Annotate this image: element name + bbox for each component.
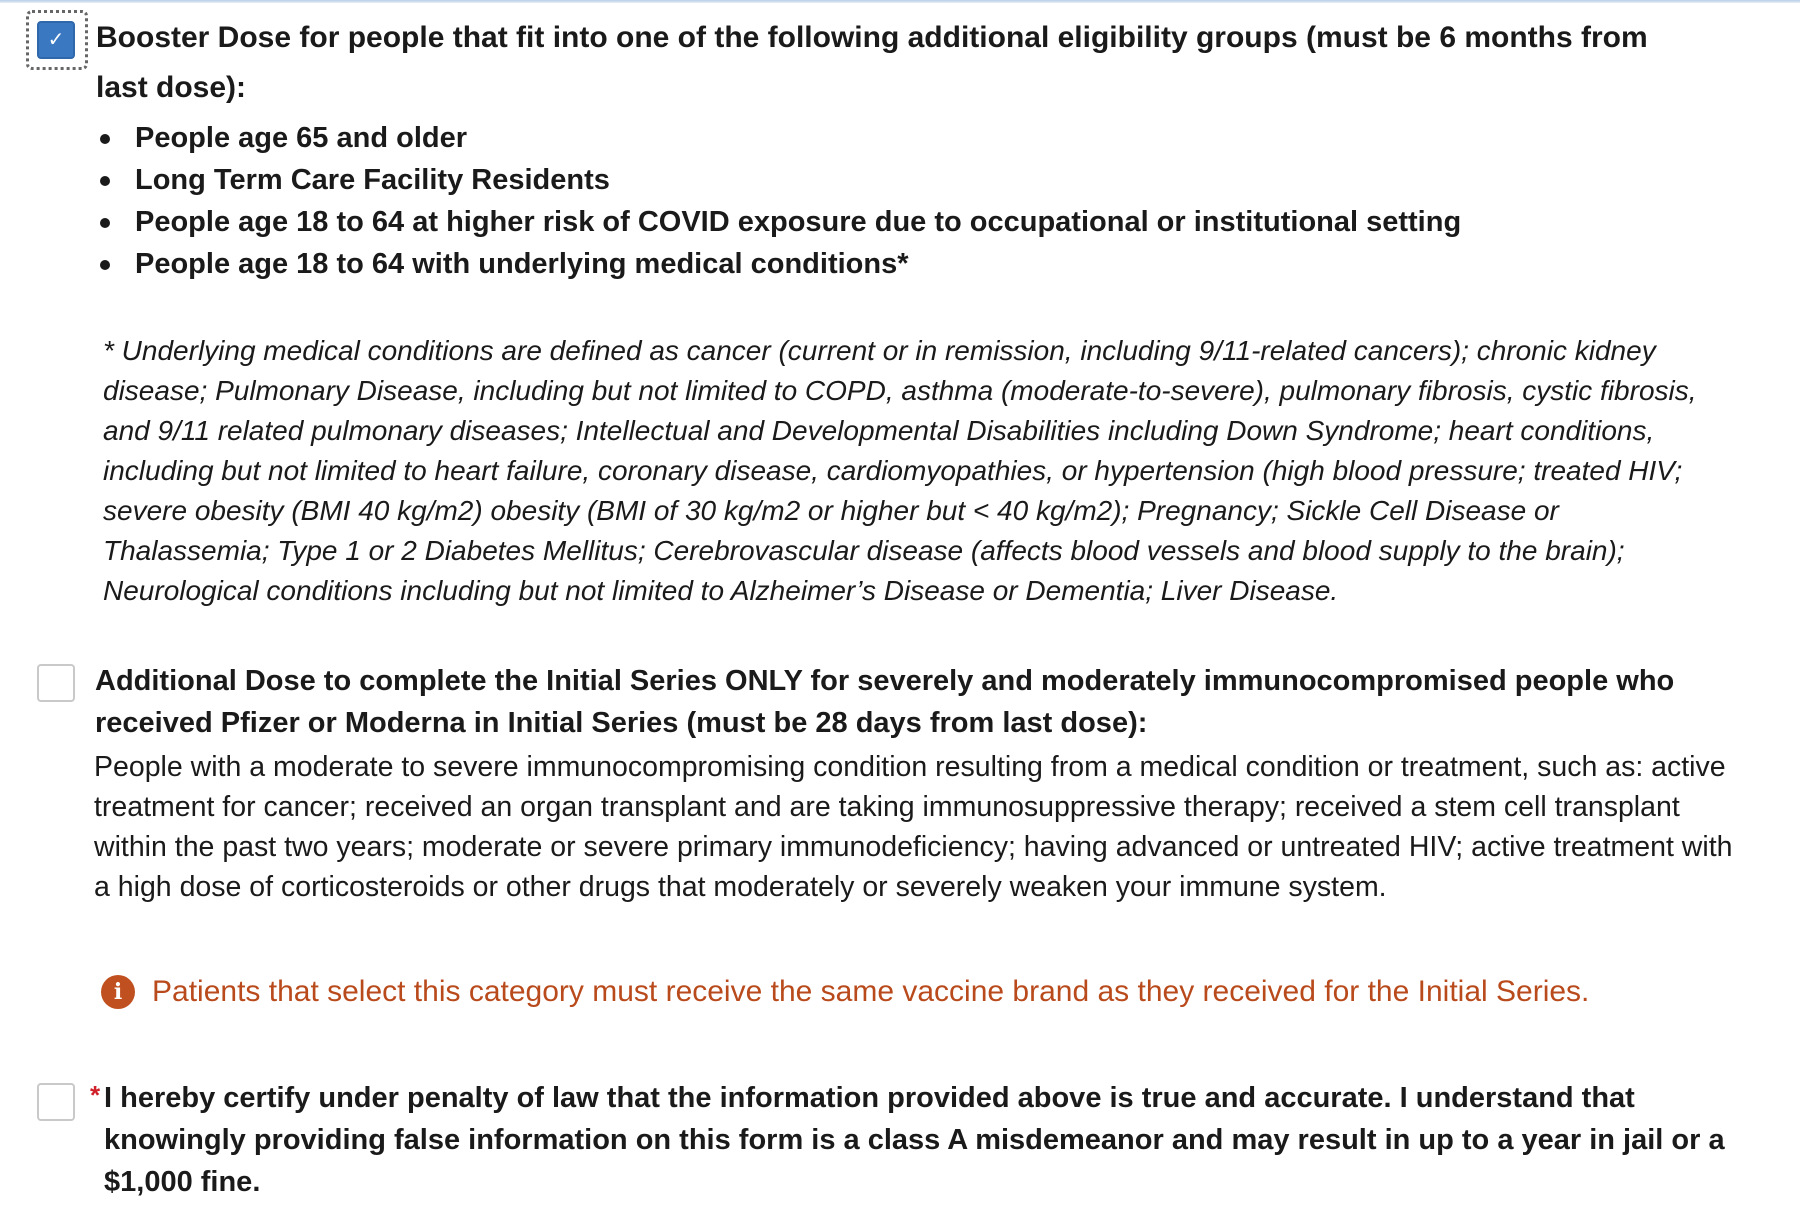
brand-notice-text: Patients that select this category must receive the same vaccine brand as they received for the Initial Series.	[152, 975, 1590, 1008]
eligibility-groups	[96, 117, 1696, 285]
info-icon: i	[101, 975, 135, 1009]
list-item: People age 65 and older	[96, 117, 1696, 159]
checkmark-icon: ✓	[47, 29, 65, 51]
additional-dose-section	[95, 660, 1715, 744]
eligibility-group-list	[96, 117, 1696, 285]
top-border	[0, 0, 1800, 3]
footnote-text: * Underlying medical conditions are defined as cancer (current or in remission, including 9/11-related cancers); chronic kidney disease; Pulmonary Disease, including but not limited to COPD, asthma (moderate-to-severe), pulmonary fibrosis, cystic fibrosis, and 9/11 related pulmonary diseases; Intellectual and Developmental Disabilities including Down Syndrome; heart conditions, including but not limited to heart failure, coronary disease, cardiomyopathies, or hypertension (high blood pressure; treated HIV; severe obesity (BMI 40 kg/m2) obesity (BMI of 30 kg/m2 or higher but < 40 kg/m2); Pregnancy; Sickle Cell Disease or Thalassemia; Type 1 or 2 Diabetes Mellitus; Cerebrovascular disease (affects blood vessels and blood supply to the brain); Neurological conditions including but not limited to Alzheimer’s Disease or Dementia; Liver Disease.	[103, 335, 1697, 606]
additional-dose-checkbox[interactable]	[37, 664, 75, 702]
booster-section	[96, 13, 1676, 113]
booster-dose-checkbox[interactable]	[37, 21, 75, 59]
additional-dose-description: People with a moderate to severe immunocompromising condition resulting from a medical condition or treatment, such as: active treatment for cancer; received an organ transplant and are taking immunosuppressive therapy; received a stem cell transplant within the past two years; moderate or severe primary immunodeficiency; having advanced or untreated HIV; active treatment with a high dose of corticosteroids or other drugs that moderately or severely weaken your immune system.	[94, 751, 1733, 903]
certification-section	[104, 1077, 1734, 1203]
certify-checkbox[interactable]	[37, 1083, 75, 1121]
list-item: People age 18 to 64 with underlying medical conditions*	[96, 243, 1696, 285]
brand-notice	[101, 972, 1741, 1012]
certification-text: I hereby certify under penalty of law that the information provided above is true and accurate. I understand that knowingly providing false information on this form is a class A misdemeanor and may result in up to a year in jail or a $1,000 fine.	[104, 1082, 1725, 1198]
list-item: Long Term Care Facility Residents	[96, 159, 1696, 201]
additional-dose-description-block	[94, 747, 1734, 907]
booster-heading: Booster Dose for people that fit into one of the following additional eligibility groups (must be 6 months from last dose):	[96, 21, 1648, 104]
medical-conditions-footnote	[103, 331, 1733, 611]
required-marker: *	[90, 1080, 101, 1110]
additional-dose-heading: Additional Dose to complete the Initial Series ONLY for severely and moderately immunocompromised people who received Pfizer or Moderna in Initial Series (must be 28 days from last dose):	[95, 665, 1675, 739]
list-item: People age 18 to 64 at higher risk of COVID exposure due to occupational or institutional setting	[96, 201, 1696, 243]
